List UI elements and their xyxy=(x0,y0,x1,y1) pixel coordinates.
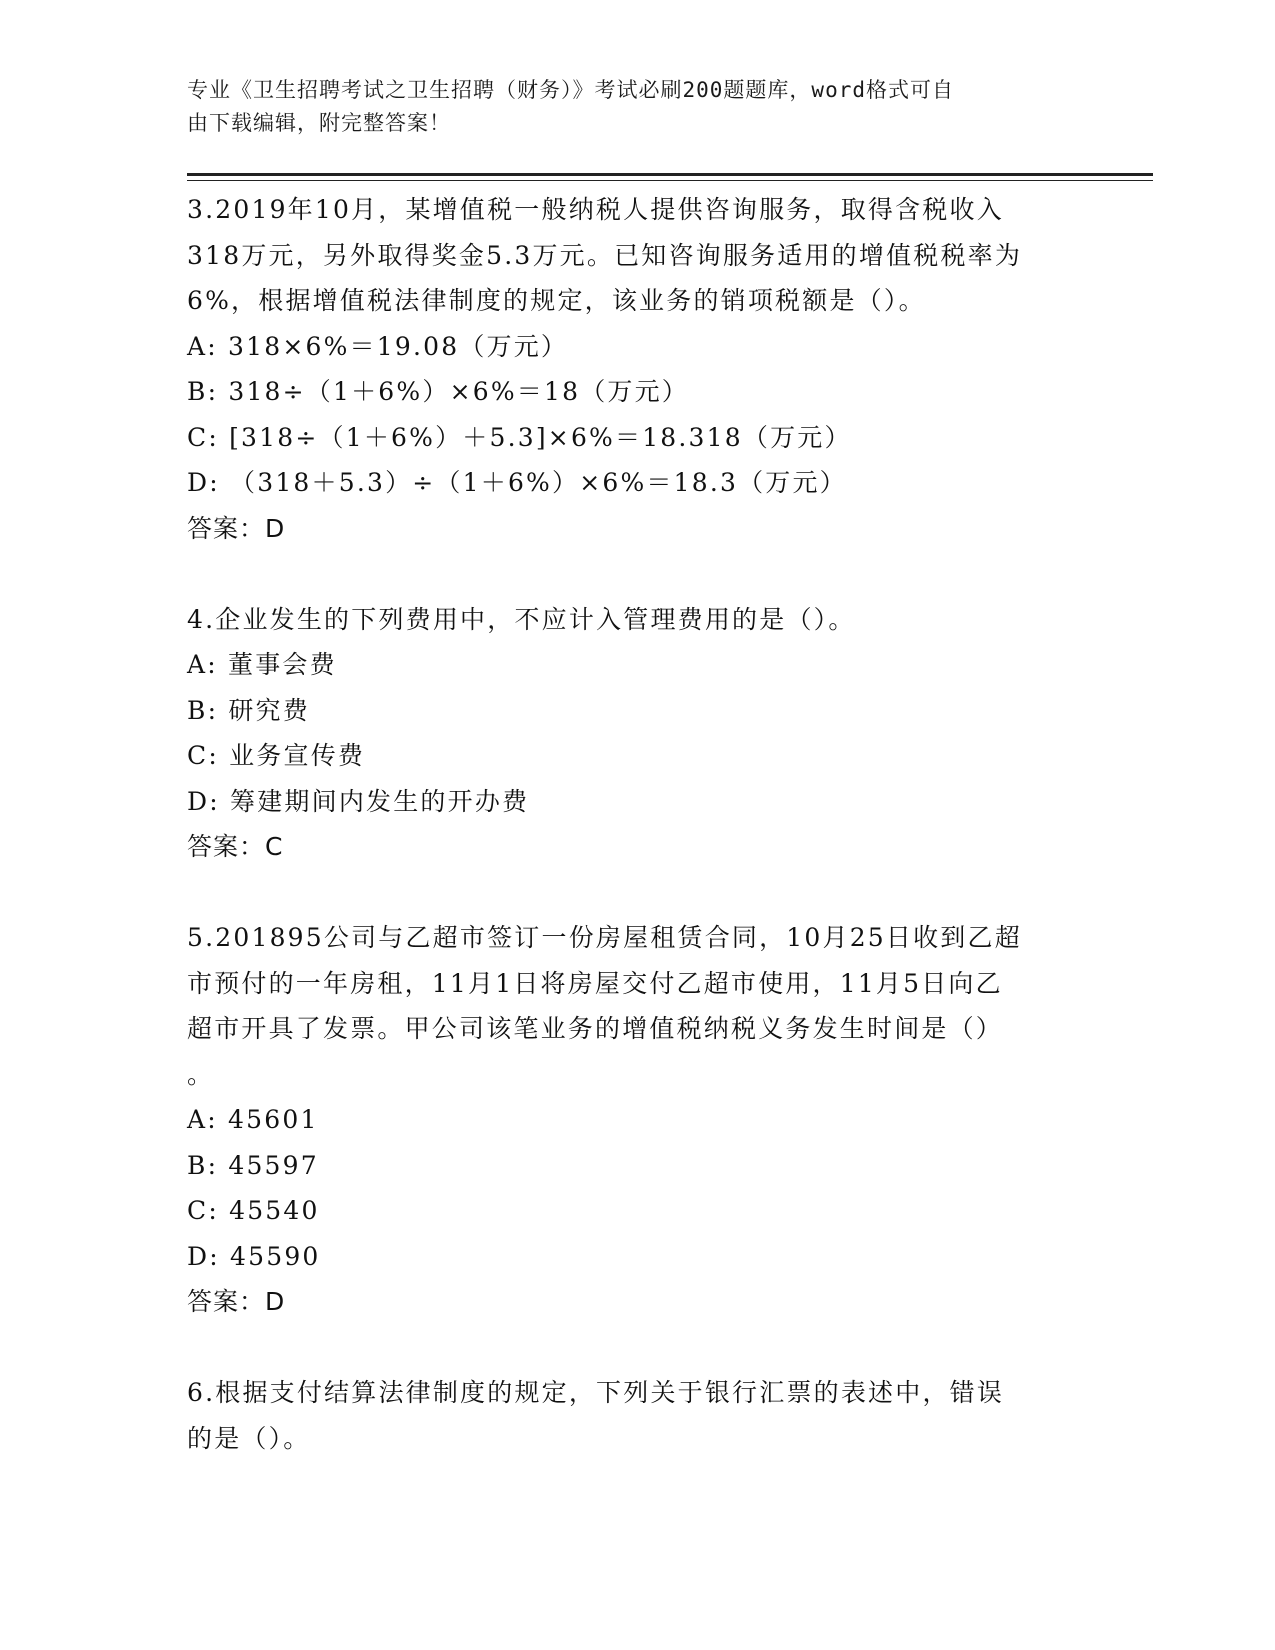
question-6 xyxy=(187,1370,1087,1461)
question-stem-line: 市预付的一年房租，11月1日将房屋交付乙超市使用，11月5日向乙 xyxy=(187,968,1003,998)
option-a: A: 318×6%＝19.08（万元） xyxy=(187,331,569,361)
answer: 答案：C xyxy=(187,832,284,861)
option-b: B: 45597 xyxy=(187,1150,319,1180)
question-gap xyxy=(187,551,1087,597)
question-4 xyxy=(187,597,1087,870)
header-line: 由下载编辑，附完整答案！ xyxy=(187,111,451,135)
question-stem-line: 6.根据支付结算法律制度的规定，下列关于银行汇票的表述中，错误 xyxy=(187,1378,1005,1407)
question-gap xyxy=(187,1325,1087,1371)
question-3 xyxy=(187,187,1087,551)
option-d: D: （318＋5.3）÷（1＋6%）×6%＝18.3（万元） xyxy=(187,468,847,497)
header-divider xyxy=(187,173,1153,176)
option-b: B: 318÷（1＋6%）×6%＝18（万元） xyxy=(187,377,689,406)
option-b: B: 研究费 xyxy=(187,695,310,725)
header-divider-thin xyxy=(187,180,1153,181)
question-stem-line: 。 xyxy=(187,1059,215,1089)
document-header xyxy=(187,74,1067,140)
option-c: C: 45540 xyxy=(187,1196,320,1225)
option-c: C: [318÷（1＋6%）＋5.3]×6%＝18.318（万元） xyxy=(187,422,852,452)
option-d: D: 筹建期间内发生的开办费 xyxy=(187,786,530,816)
header-line: 专业《卫生招聘考试之卫生招聘（财务）》考试必刷200题题库，word格式可自 xyxy=(187,78,954,102)
question-stem-line: 318万元，另外取得奖金5.3万元。已知咨询服务适用的增值税税率为 xyxy=(187,240,1023,270)
question-stem-line: 6%，根据增值税法律制度的规定，该业务的销项税额是（）。 xyxy=(187,286,926,315)
question-list xyxy=(187,187,1087,1461)
option-a: A: 董事会费 xyxy=(187,650,337,679)
question-stem-line: 5.201895公司与乙超市签订一份房屋租赁合同，10月25日收到乙超 xyxy=(187,923,1022,952)
option-a: A: 45601 xyxy=(187,1105,319,1134)
answer: 答案：D xyxy=(187,513,286,543)
option-d: D: 45590 xyxy=(187,1241,321,1271)
question-stem-line: 超市开具了发票。甲公司该笔业务的增值税纳税义务发生时间是（） xyxy=(187,1014,1004,1043)
question-stem-line: 4.企业发生的下列费用中，不应计入管理费用的是（）。 xyxy=(187,604,856,634)
question-5 xyxy=(187,915,1087,1325)
question-stem-line: 的是（）。 xyxy=(187,1423,311,1453)
answer: 答案：D xyxy=(187,1287,286,1316)
option-c: C: 业务宣传费 xyxy=(187,741,366,770)
question-stem-line: 3.2019年10月，某增值税一般纳税人提供咨询服务，取得含税收入 xyxy=(187,195,1004,224)
question-gap xyxy=(187,870,1087,916)
